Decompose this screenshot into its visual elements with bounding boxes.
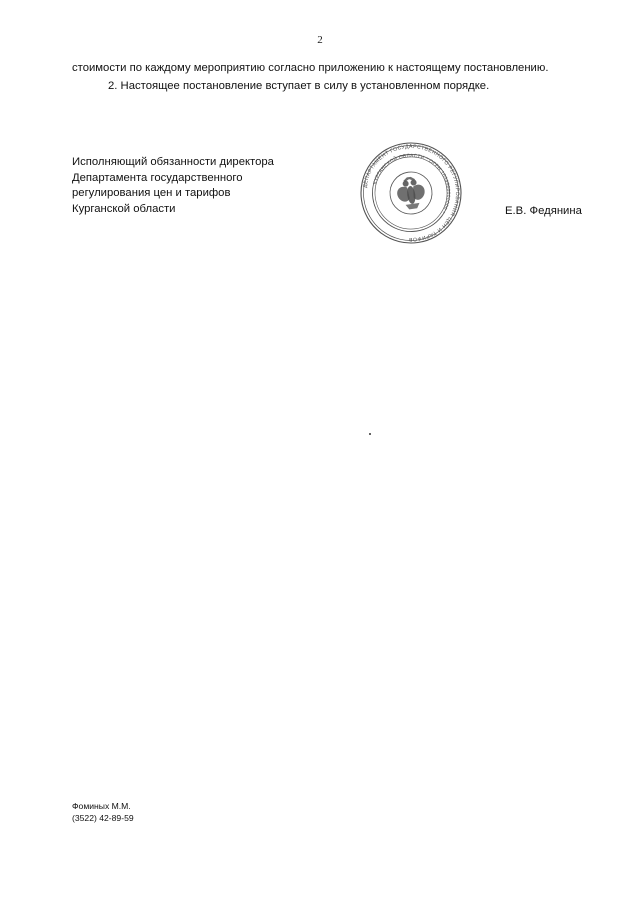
signatory-title-line-1: Исполняющий обязанности директора	[72, 156, 274, 168]
signatory-title-line-4: Курганской области	[72, 202, 176, 215]
signatory-title-line-3: регулирования цен и тарифов	[72, 187, 231, 199]
ink-mark	[369, 433, 371, 435]
signatory-title	[72, 155, 352, 217]
page-number: 2	[317, 34, 323, 46]
document-footer	[72, 800, 134, 824]
footer-executor: Фоминых М.М.	[72, 801, 131, 811]
paragraph-1: стоимости по каждому мероприятию согласно приложению к настоящему постановлению.	[72, 62, 549, 74]
document-body	[72, 59, 605, 95]
svg-text:ДЕПАРТАМЕНТ ГОСУДАРСТВЕННОГО Р: ДЕПАРТАМЕНТ ГОСУДАРСТВЕННОГО РЕГУЛИРОВАНИЯ ЦЕН И ТАРИФОВ	[362, 143, 461, 243]
official-seal-icon	[357, 139, 465, 247]
signatory-title-line-2: Департамента государственного	[72, 171, 243, 184]
svg-text:КУРГАНСКОЙ ОБЛАСТИ * ОГРН 1034: КУРГАНСКОЙ ОБЛАСТИ * ОГРН 1034500000000 *	[373, 153, 451, 214]
paragraph-2: 2. Настоящее постановление вступает в силу в установленном порядке.	[108, 80, 490, 92]
footer-phone: (3522) 42-89-59	[72, 813, 134, 823]
signatory-name: Е.В. Федянина	[505, 205, 582, 217]
